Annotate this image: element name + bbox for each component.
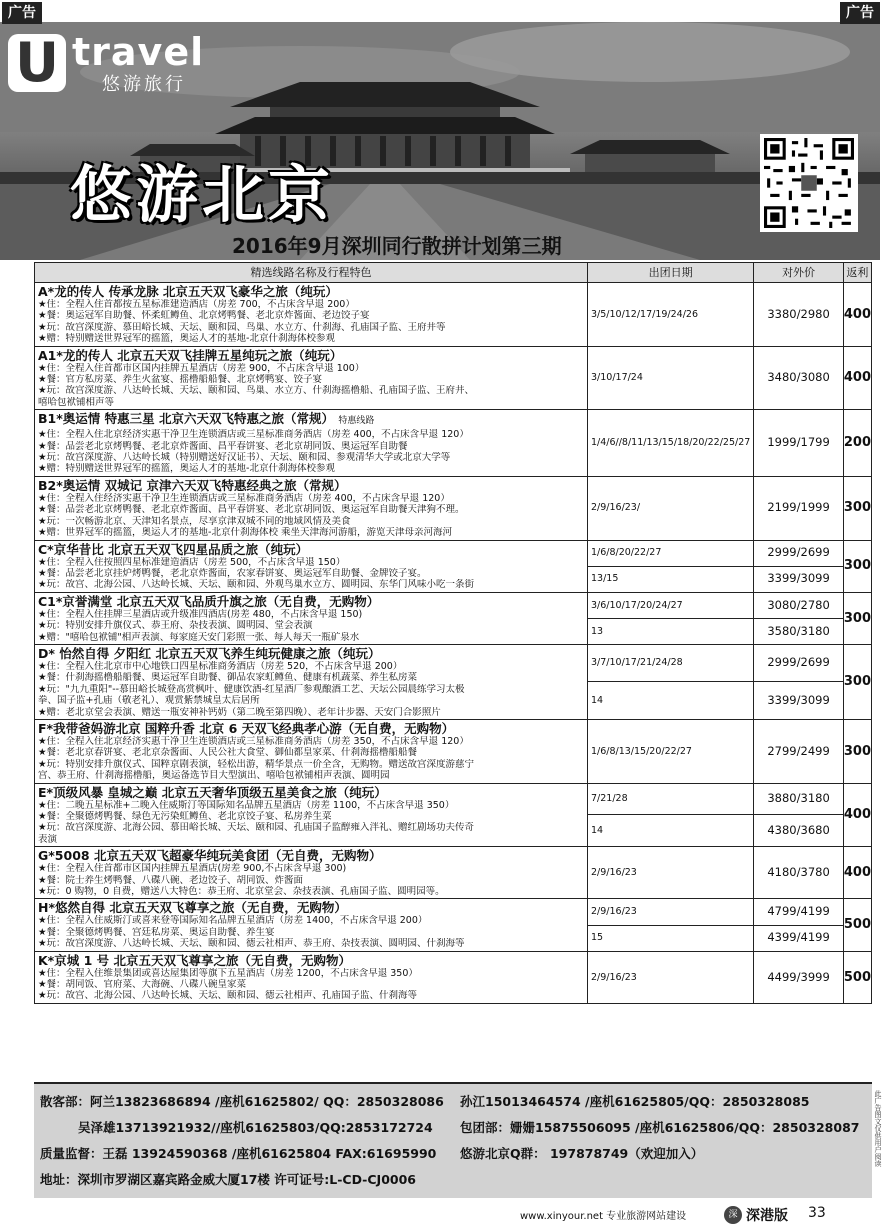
tour-detail-line: ★餐：官方私房菜、养生火盆宴、摇橹船船餐、北京烤鸭宴、饺子宴 — [38, 374, 323, 386]
tour-tag: 特惠线路 — [338, 416, 375, 427]
tour-title-text: C1*京誉满堂 北京五天双飞品质升旗之旅（无自费，无购物） — [38, 593, 380, 609]
logo-text-cn: 悠游旅行 — [102, 74, 186, 95]
tour-row — [35, 346, 872, 410]
tour-description — [35, 283, 588, 347]
departure-dates: 2/9/16/23 — [587, 951, 753, 1003]
tour-rebate: 300 — [843, 644, 871, 719]
tour-title — [38, 411, 584, 429]
tour-detail-line: ★玩：故宫、北海公园、八达岭长城、天坛、颐和园、德云社相声、孔庙国子监、什刹海等 — [38, 990, 418, 1002]
tour-row — [35, 283, 872, 347]
tour-price: 4399/4199 — [754, 925, 844, 951]
tour-description — [35, 951, 588, 1003]
tour-detail-line: ★住：全程入住北京经济实惠干净卫生连锁酒店或三星标准商务酒店（房差 400，不占床含早退 120） — [38, 429, 469, 441]
tour-detail-line: ★住：二晚五星标准+二晚入住威斯汀等国际知名品牌五星酒店（房差 1100，不占床含早退 350） — [38, 799, 455, 811]
tour-detail-line: ★住：全程入住维景集团或喜达屋集团等旗下五星酒店（房差 1200，不占床含早退 350） — [38, 967, 418, 979]
tour-detail-line: ★玩：故宫深度游、北海公园、慕田峪长城、天坛、颐和园、孔庙国子监醇雍入泮礼、赠红剧场功夫传奇 — [38, 822, 475, 834]
tour-detail-line: ★餐：品尝老北京挂炉烤鸭餐，老北京炸酱面，农家春饼宴、奥运冠军自助餐、金牌饺子宴。 — [38, 567, 427, 579]
tour-rebate: 500 — [843, 899, 871, 951]
tour-rebate: 300 — [843, 476, 871, 540]
departure-dates: 2/9/16/23/ — [587, 476, 753, 540]
tour-detail-line: ★玩：一次畅游北京、天津知名景点，尽享京津双城不同的地域风情及美食 — [38, 515, 351, 527]
hero-banner — [0, 22, 880, 260]
tour-detail-line: ★玩：故宫深度游、慕田峪长城、天坛、颐和园、鸟巢、水立方、什刹海、孔庙国子监、王府井等 — [38, 321, 446, 333]
tour-detail-line: ★餐：全聚德烤鸭餐、宫廷私房菜、奥运自助餐、养生宴 — [38, 926, 275, 938]
departure-dates: 2/9/16/23 — [587, 899, 753, 925]
tour-rebate: 400 — [843, 346, 871, 410]
tour-price: 3880/3180 — [754, 783, 844, 815]
tour-row — [35, 951, 872, 1003]
tour-detail-line: ★玩：故宫深度游、八达岭长城、天坛、颐和园、德云社相声、恭王府、杂技表演、圆明园、什刹海等 — [38, 938, 465, 950]
tour-title — [38, 900, 584, 915]
contact-line-3-left: 质量监督：王磊 13924590368 /座机61625804 FAX:61695990 — [40, 1146, 437, 1161]
tour-price: 3480/3080 — [754, 346, 844, 410]
tour-detail-line: ★玩：故宫深度游、八达岭长城（特别赠送好汉证书）、天坛、颐和园、参观清华大学或北京大学等 — [38, 452, 451, 464]
tour-detail-line: ★餐：品尝老北京烤鸭餐、老北京炸酱面、昌平春饼宴、老北京胡同饭、奥运冠军自助餐天津狗不理。 — [38, 504, 465, 516]
tour-title-text: G*5008 北京五天双飞超豪华纯玩美食团（无自费，无购物） — [38, 848, 382, 864]
tour-detail-line: ★餐：全聚德烤鸭餐、绿色无污染虹鳟鱼、老北京饺子宴、私房养生菜 — [38, 811, 332, 822]
tour-rows — [35, 283, 872, 1004]
ad-label-left: 广告 — [2, 2, 42, 24]
logo-text-en: travel — [72, 30, 205, 74]
tour-title — [38, 721, 584, 736]
tour-detail-line: ★玩：特别安排升旗仪式、恭王府、杂技表演、圆明园、堂会表演 — [38, 620, 313, 632]
departure-dates: 1/6/8/13/15/20/22/27 — [587, 719, 753, 783]
tour-detail-line: ★玩：0 购物，0 自费，赠送八大特色：恭王府、北京堂会、杂技表演、孔庙国子监、圆明园等。 — [38, 886, 445, 898]
tour-detail-line: 拳、国子监+孔庙（敬老礼）、观赏紫禁城皇太后居所 — [38, 695, 260, 707]
departure-dates: 14 — [587, 815, 753, 847]
contact-line-1-right: 孙江15013464574 /座机61625805/QQ：2850328085 — [460, 1094, 810, 1109]
departure-dates: 3/5/10/12/17/19/24/26 — [587, 283, 753, 347]
tour-detail-line: ★餐：胡同饭、官府菜、大海碗、八碟八碗皇家菜 — [38, 979, 247, 991]
tour-detail-line: ★玩：特别安排升旗仪式、国粹京剧表演，轻松出游，精华景点一价全含，无购物。赠送故宫深度游慈宁 — [38, 758, 475, 770]
tour-table — [34, 262, 872, 1004]
tour-title — [38, 953, 584, 968]
tour-title — [38, 478, 584, 493]
tour-row — [35, 644, 872, 682]
side-note: 此广告图文仅供用户阅读 — [874, 1090, 882, 1167]
tour-description — [35, 847, 588, 899]
tour-detail-line: ★赠：老北京堂会表演、赠送一瓶安神补钙奶（第二晚至第四晚）、老年计步器、天安门合影照片 — [38, 706, 441, 718]
tour-detail-line: ★赠："嘻哈包袱铺"相声表演、每家庭天安门彩照一张、每人每天一瓶矿泉水 — [38, 631, 360, 643]
tour-rebate: 500 — [843, 951, 871, 1003]
tour-row — [35, 783, 872, 815]
utravel-logo — [8, 30, 218, 100]
tour-price: 3399/3099 — [754, 682, 844, 720]
tour-description — [35, 719, 588, 783]
departure-dates: 3/6/10/17/20/24/27 — [587, 592, 753, 618]
tour-detail-line: ★赠：世界冠军的摇篮，奥运人才的基地-北京什刹海体校 乘坐天津海河游船，游览天津母亲河海河 — [38, 527, 452, 539]
tour-description — [35, 476, 588, 540]
tour-description — [35, 410, 588, 477]
tour-title-text: K*京城 1 号 北京五天双飞尊享之旅（无自费，无购物） — [38, 952, 351, 968]
tour-rebate: 300 — [843, 719, 871, 783]
tour-title-text: C*京华昔比 北京五天双飞四星品质之旅（纯玩） — [38, 541, 309, 557]
departure-dates: 3/7/10/17/21/24/28 — [587, 644, 753, 682]
tour-detail-line: ★赠：特别赠送世界冠军的摇篮，奥运人才的基地-北京什刹海体校参观 — [38, 463, 335, 475]
brand-logo-icon: 深 — [724, 1206, 742, 1224]
tour-price: 3380/2980 — [754, 283, 844, 347]
tour-detail-line: ★玩："九九重阳"--慕田峪长城登高赏枫叶、健康饮酒-红星酒厂参观酿酒工艺、天坛公园晨练学习太极 — [38, 683, 465, 695]
tour-rebate: 300 — [843, 540, 871, 592]
header-route: 精选线路名称及行程特色 — [35, 263, 588, 283]
tour-detail-line: 嘻哈包袱铺相声等 — [38, 396, 115, 408]
tour-price: 4180/3780 — [754, 847, 844, 899]
contact-line-2-left: 吴泽雄13713921932//座机61625803/QQ:2853172724 — [78, 1120, 433, 1135]
contact-panel — [34, 1082, 872, 1198]
tour-detail-line: ★住：全程入住北京市中心地铁口四星标准商务酒店（房差 520，不占床含早退 200） — [38, 660, 403, 672]
tour-detail-line: ★玩：故宫深度游、八达岭长城、天坛、颐和园、鸟巢、水立方、什刹海摇橹船、孔庙国子监、王府井、 — [38, 385, 475, 397]
tour-detail-line: 表演 — [38, 833, 58, 845]
tour-price: 2999/2699 — [754, 644, 844, 682]
departure-dates: 13 — [587, 618, 753, 644]
tour-title — [38, 646, 584, 661]
tour-price: 2999/2699 — [754, 540, 844, 566]
tour-description — [35, 592, 588, 644]
tour-description — [35, 540, 588, 592]
tour-detail-line: ★赠：特别赠送世界冠军的摇篮，奥运人才的基地-北京什刹海体校参观 — [38, 333, 335, 345]
tour-detail-line: ★住：全程入住按照四星标准建造酒店（房差 500，不占床含早退 150） — [38, 556, 346, 568]
tour-row — [35, 410, 872, 477]
ad-label-right: 广告 — [840, 2, 880, 24]
tour-detail-line: ★玩：故宫、北海公园、八达岭长城、天坛、颐和园、外观鸟巢水立方、圆明园、东华门风味小吃一条街 — [38, 579, 475, 591]
tour-title-text: H*悠然自得 北京五天双飞尊享之旅（无自费，无购物） — [38, 900, 347, 916]
tour-rebate: 400 — [843, 783, 871, 847]
schedule-title: 2016年9月深圳同行散拼计划第三期 — [232, 234, 562, 258]
departure-dates: 1/6/8/20/22/27 — [587, 540, 753, 566]
logo-mark: U — [8, 34, 66, 92]
tour-price: 3580/3180 — [754, 618, 844, 644]
tour-title-text: D* 怡然自得 夕阳红 北京五天双飞养生纯玩健康之旅（纯玩） — [38, 645, 381, 661]
tour-rebate: 400 — [843, 283, 871, 347]
tour-detail-line: ★餐：奥运冠军自助餐、怀柔虹鳟鱼、北京烤鸭餐、老北京炸酱面、老边饺子宴 — [38, 310, 370, 322]
tour-detail-line: ★住：全程入住经济实惠干净卫生连锁酒店或三星标准商务酒店（房差 400，不占床含早退 120） — [38, 492, 450, 504]
departure-dates: 14 — [587, 682, 753, 720]
tour-title — [38, 542, 584, 557]
tour-title — [38, 348, 584, 363]
tour-row — [35, 540, 872, 566]
tour-row — [35, 847, 872, 899]
qr-code — [760, 134, 858, 232]
tour-title — [38, 848, 584, 863]
header-date: 出团日期 — [587, 263, 753, 283]
table-header-row — [35, 263, 872, 283]
page-number: 33 — [808, 1205, 826, 1221]
departure-dates: 1/4/6//8/11/13/15/18/20/22/25/27 — [587, 410, 753, 477]
qr-code-icon — [764, 138, 854, 228]
tour-title-text: A*龙的传人 传承龙脉 北京五天双飞豪华之旅（纯玩） — [38, 284, 338, 299]
tour-row — [35, 719, 872, 783]
tour-detail-line: ★住：全程入住北京经济实惠干净卫生连锁酒店或三星标准商务酒店（房差 350，不占床含早退 120） — [38, 735, 469, 747]
departure-dates: 2/9/16/23 — [587, 847, 753, 899]
tour-title-text: B2*奥运情 双城记 京津六天双飞特惠经典之旅（常规） — [38, 477, 347, 493]
footer-url[interactable]: www.xinyour.net 专业旅游网站建设 — [520, 1211, 687, 1222]
departure-dates: 7/21/28 — [587, 783, 753, 815]
tour-description — [35, 783, 588, 847]
tour-price: 2199/1999 — [754, 476, 844, 540]
tour-rebate: 400 — [843, 847, 871, 899]
tour-detail-line: ★住：全程入住威斯汀或喜来登等国际知名品牌五星酒店（房差 1400，不占床含早退 200） — [38, 915, 428, 927]
tour-price: 4499/3999 — [754, 951, 844, 1003]
tour-detail-line: ★住：全程入住首都市区国内挂牌五星酒店(房差 900,不占床含早退 300) — [38, 863, 347, 875]
tour-detail-line: ★餐：老北京春饼宴、老北京杂酱面、人民公社大食堂、御仙都皇家菜、什刹海摇橹船船餐 — [38, 747, 418, 759]
tour-title — [38, 594, 584, 609]
tour-price: 4380/3680 — [754, 815, 844, 847]
tour-price: 3399/3099 — [754, 566, 844, 592]
header-rebate: 返利 — [843, 263, 871, 283]
header-price: 对外价 — [754, 263, 844, 283]
tour-title-text: A1*龙的传人 北京五天双飞挂牌五星纯玩之旅（纯玩） — [38, 347, 343, 363]
footer-brand: 深港版 — [746, 1208, 788, 1224]
tour-description — [35, 899, 588, 951]
tour-row — [35, 476, 872, 540]
tour-rebate: 300 — [843, 592, 871, 644]
tour-detail-line: 宫、恭王府、什刹海摇橹船，奥运备选节目大型演出、嘻哈包袱铺相声表演、圆明园 — [38, 770, 390, 782]
tour-price: 2799/2499 — [754, 719, 844, 783]
tour-price: 1999/1799 — [754, 410, 844, 477]
departure-dates: 15 — [587, 925, 753, 951]
tour-title-text: E*顶级风暴 皇城之巅 北京五天奢华顶级五星美食之旅（纯玩） — [38, 784, 387, 800]
tour-detail-line: ★餐：品尝老北京烤鸭餐、老北京炸酱面、昌平春饼宴、老北京胡同饭、奥运冠军自助餐 — [38, 440, 408, 452]
departure-dates: 3/10/17/24 — [587, 346, 753, 410]
tour-row — [35, 592, 872, 618]
contact-line-1-left: 散客部：阿兰13823686894 /座机61625802/ QQ：2850328086 — [40, 1094, 444, 1109]
contact-line-3-right: 悠游北京Q群： 197878749（欢迎加入） — [460, 1146, 704, 1161]
tour-row — [35, 899, 872, 925]
tour-description — [35, 346, 588, 410]
tour-detail-line: ★餐：什刹海摇橹船船餐、奥运冠军自助餐、御品农家虹鳟鱼、健康有机蔬菜、养生私房菜 — [38, 672, 418, 684]
tour-title-text: F*我带爸妈游北京 国粹升香 北京 6 天双飞经典孝心游（无自费，无购物） — [38, 720, 455, 736]
departure-dates: 13/15 — [587, 566, 753, 592]
tour-price: 4799/4199 — [754, 899, 844, 925]
contact-line-2-right: 包团部：姗姗15875506095 /座机61625806/QQ：2850328087 — [460, 1120, 860, 1135]
tour-detail-line: ★餐：院士养生烤鸭餐、八碟八碗、老边饺子、胡同饭、炸酱面 — [38, 874, 304, 886]
tour-detail-line: ★住：全程入住首都市区国内挂牌五星酒店（房差 900，不占床含早退 100） — [38, 362, 365, 374]
tour-title — [38, 284, 584, 299]
tour-title-text: B1*奥运情 特惠三星 北京六天双飞特惠之旅（常规） — [38, 411, 334, 427]
tour-detail-line: ★住：全程入住挂牌三星酒店或升级准四酒店(房差 480，不占床含早退 150) — [38, 608, 363, 620]
tour-title — [38, 785, 584, 800]
tour-description — [35, 644, 588, 719]
tour-price: 3080/2780 — [754, 592, 844, 618]
tour-detail-line: ★住：全程入住首都按五星标准建造酒店（房差 700，不占床含早退 200） — [38, 299, 355, 310]
tour-rebate: 200 — [843, 410, 871, 477]
hero-title: 悠游北京 — [70, 158, 335, 231]
contact-address: 地址：深圳市罗湖区嘉宾路金威大厦17楼 许可证号:L-CD-CJ0006 — [40, 1172, 416, 1187]
